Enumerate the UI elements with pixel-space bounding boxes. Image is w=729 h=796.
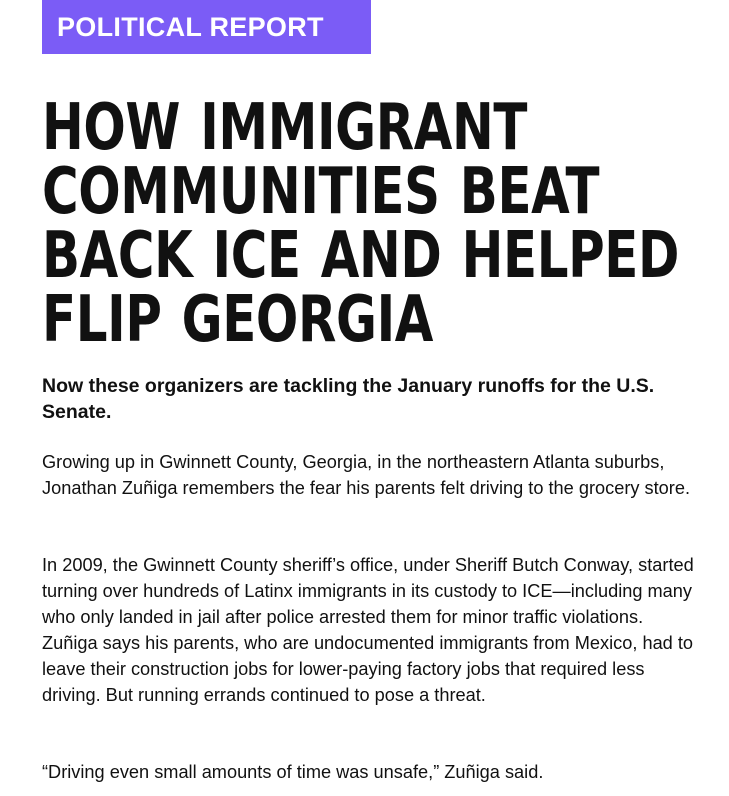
article-headline: HOW IMMIGRANT COMMUNITIES BEAT BACK ICE AND HELPED FLIP GEORGIA: [42, 91, 680, 357]
article-dek: Now these organizers are tackling the January runoffs for the U.S. Senate.: [42, 375, 655, 423]
article-paragraph: Growing up in Gwinnett County, Georgia, in the northeastern Atlanta suburbs, Jonathan Zuñiga remembers the fear his parents felt driving to the grocery store.: [42, 452, 691, 498]
article-paragraph: “Driving even small amounts of time was unsafe,” Zuñiga said.: [42, 762, 544, 782]
article: [42, 0, 702, 782]
section-tag[interactable]: POLITICAL REPORT: [42, 0, 371, 54]
article-paragraph: In 2009, the Gwinnett County sheriff’s office, under Sheriff Butch Conway, started turning over hundreds of Latinx immigrants in its custody to ICE—including many who only landed in jail after police arrested them for minor traffic violations. Zuñiga says his parents, who are undocumented immigrants from Mexico, had to leave their construction jobs for lower-paying factory jobs that required less driving. But running errands continued to pose a threat.: [42, 555, 694, 705]
